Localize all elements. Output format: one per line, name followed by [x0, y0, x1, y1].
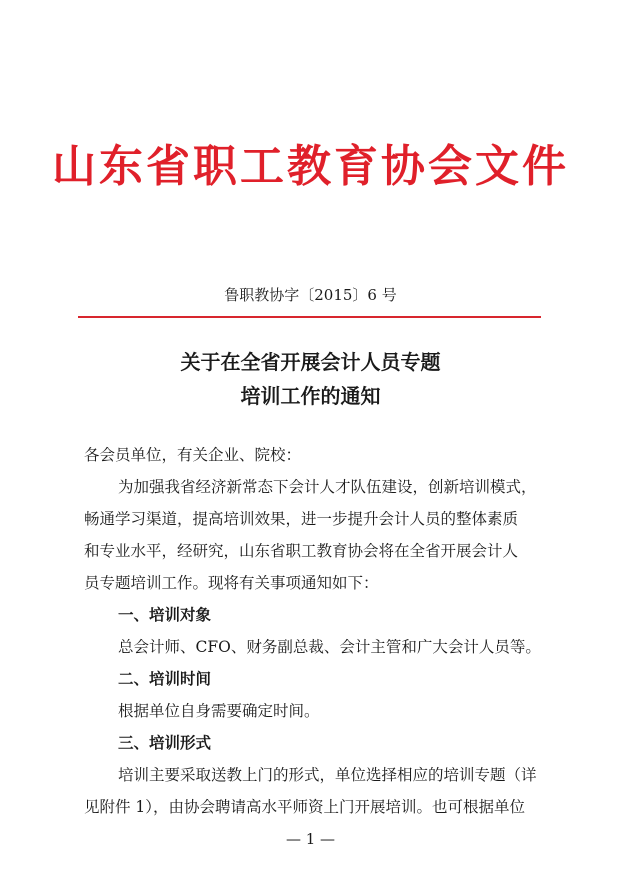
section-text-line: 培训主要采取送教上门的形式，单位选择相应的培训专题（详 — [118, 766, 537, 784]
intro-paragraph-line: 为加强我省经济新常态下会计人才队伍建设，创新培训模式， — [118, 478, 537, 496]
section-heading-training-time: 二、培训时间 — [118, 669, 212, 688]
red-divider-rule — [78, 316, 541, 318]
document-number: 鲁职教协字〔2015〕6 号 — [224, 286, 397, 304]
intro-paragraph-line: 畅通学习渠道，提高培训效果，进一步提升会计人员的整体素质 — [84, 510, 519, 528]
document-header-title: 山东省职工教育协会文件 — [52, 141, 569, 192]
intro-paragraph-line: 员专题培训工作。现将有关事项通知如下： — [84, 574, 379, 592]
section-text-line: 总会计师、CFO、财务副总裁、会计主管和广大会计人员等。 — [118, 638, 541, 656]
section-text-line: 见附件 1），由协会聘请高水平师资上门开展培训。也可根据单位 — [84, 798, 526, 816]
page-number: — 1 — — [285, 830, 336, 848]
section-heading-training-form: 三、培训形式 — [118, 733, 212, 752]
notice-title-line-1: 关于在全省开展会计人员专题 — [180, 350, 441, 374]
salutation: 各会员单位，有关企业、院校： — [84, 446, 302, 464]
section-text-line: 根据单位自身需要确定时间。 — [118, 702, 320, 720]
notice-title-line-2: 培训工作的通知 — [240, 384, 381, 408]
section-heading-training-target: 一、培训对象 — [118, 605, 212, 624]
intro-paragraph-line: 和专业水平，经研究，山东省职工教育协会将在全省开展会计人 — [84, 542, 519, 560]
